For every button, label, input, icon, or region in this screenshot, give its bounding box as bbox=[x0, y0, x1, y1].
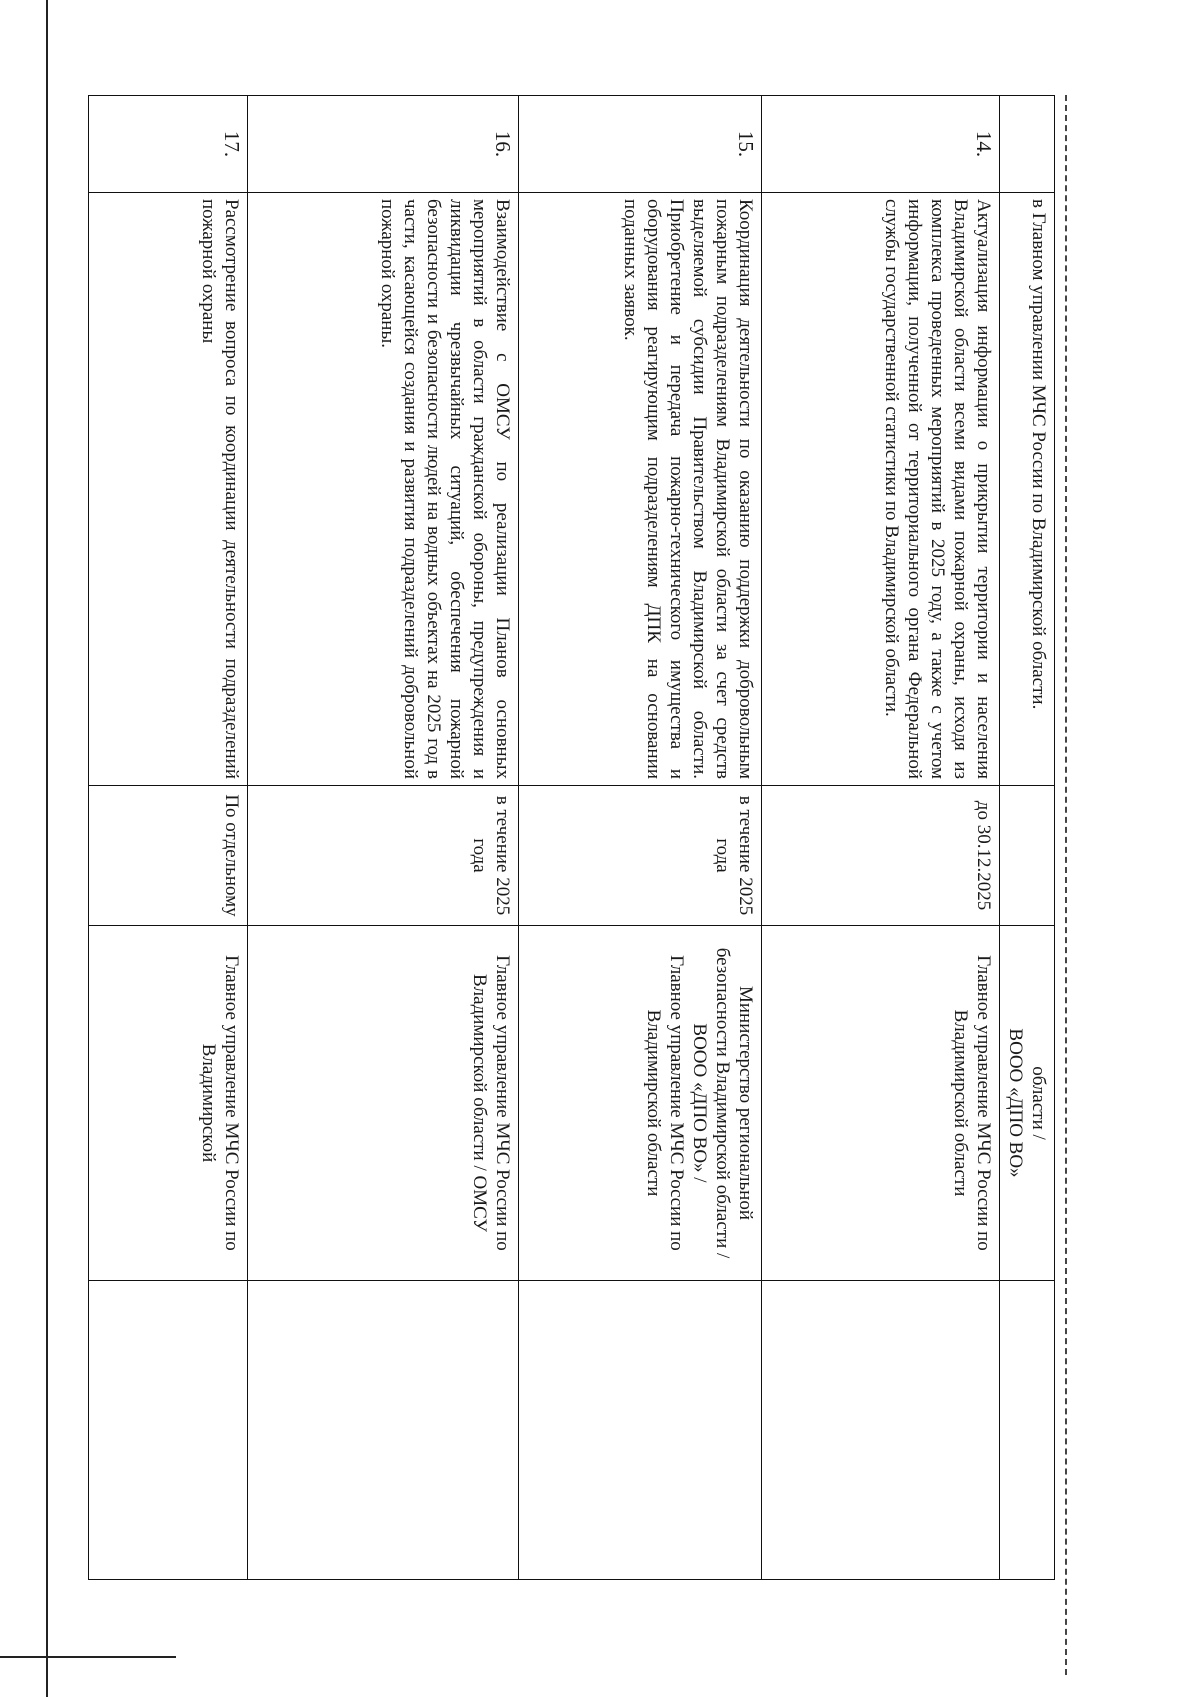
activity-text: Взаимодействие с ОМСУ по реализации Планов основных мероприятий в области гражданской обороны, предупреждения и ликвидации чрезвычайных ситуаций, обеспечения пожарной безопасности и безопасности людей на водных объектах на 2025 год в части, касающейся создания и развития подразделений добровольной пожарной охраны. bbox=[377, 199, 513, 779]
scan-edge-line bbox=[0, 1656, 176, 1658]
activity-cell bbox=[519, 193, 762, 786]
term-cell: По отдельному bbox=[89, 786, 248, 926]
note-cell bbox=[519, 1281, 762, 1580]
responsible-line: Министерство региональной безопасности Владимирской области / bbox=[712, 947, 756, 1259]
note-cell bbox=[248, 1281, 519, 1580]
table-row bbox=[519, 96, 762, 1580]
scan-edge-line bbox=[46, 0, 48, 1697]
responsible-line: Главное управление МЧС России по Владимирской области bbox=[643, 955, 687, 1251]
row-number bbox=[1000, 96, 1055, 193]
activity-cell bbox=[762, 193, 1000, 786]
scan-fold-line bbox=[1065, 95, 1067, 1675]
responsible-line: ВООО «ДПО ВО» / bbox=[689, 1023, 710, 1183]
activity-text: Координация деятельности по оказанию поддержки добровольным пожарным подразделениям Владимирской области за счет средств выделяемой субсидии Правительством Владимирской области. Приобретение и передача пожарно-технического имущества и оборудования реагирующим подразделениям ДПК на основании поданных заявок. bbox=[620, 199, 756, 779]
table-row bbox=[762, 96, 1000, 1580]
term-cell: до 30.12.2025 bbox=[762, 786, 1000, 926]
responsible-cell bbox=[1000, 926, 1055, 1281]
activity-cell bbox=[89, 193, 248, 786]
responsible-line: ВООО «ДПО ВО» bbox=[1005, 1028, 1026, 1178]
responsible-cell bbox=[248, 926, 519, 1281]
responsible-cell bbox=[762, 926, 1000, 1281]
note-cell bbox=[89, 1281, 248, 1580]
rotated-page bbox=[138, 95, 1055, 1579]
term-cell bbox=[1000, 786, 1055, 926]
responsible-cell bbox=[519, 926, 762, 1281]
responsible-line: области / bbox=[1028, 1066, 1049, 1140]
term-cell: в течение 2025 года bbox=[248, 786, 519, 926]
activity-text: в Главном управлении МЧС России по Владимирской области. bbox=[1028, 199, 1049, 710]
row-number: 16. bbox=[248, 96, 519, 193]
responsible-cell bbox=[89, 926, 248, 1281]
activity-text: Рассмотрение вопроса по координации деятельности подразделений пожарной охраны bbox=[198, 199, 242, 779]
table-row bbox=[89, 96, 248, 1580]
responsible-line: Главное управление МЧС России по Владимирской bbox=[198, 955, 242, 1251]
activity-cell bbox=[1000, 193, 1055, 786]
row-number: 14. bbox=[762, 96, 1000, 193]
responsible-line: Главное управление МЧС России по Владимирской области / ОМСУ bbox=[469, 955, 513, 1251]
note-cell bbox=[762, 1281, 1000, 1580]
activity-text: Актуализация информации о прикрытии территории и населения Владимирской области всеми видами пожарной охраны, исходя из комплекса проведенных мероприятий в 2025 году, а также с учетом информации, полученной от территориального органа Федеральной службы государственной статистики по Владимирской области. bbox=[881, 199, 994, 779]
term-cell: в течение 2025 года bbox=[519, 786, 762, 926]
activity-cell bbox=[248, 193, 519, 786]
table-row bbox=[248, 96, 519, 1580]
note-cell bbox=[1000, 1281, 1055, 1580]
table-row bbox=[1000, 96, 1055, 1580]
responsible-line: Главное управление МЧС России по Владимирской области bbox=[950, 955, 994, 1251]
row-number: 15. bbox=[519, 96, 762, 193]
plan-table bbox=[88, 95, 1055, 1580]
row-number: 17. bbox=[89, 96, 248, 193]
